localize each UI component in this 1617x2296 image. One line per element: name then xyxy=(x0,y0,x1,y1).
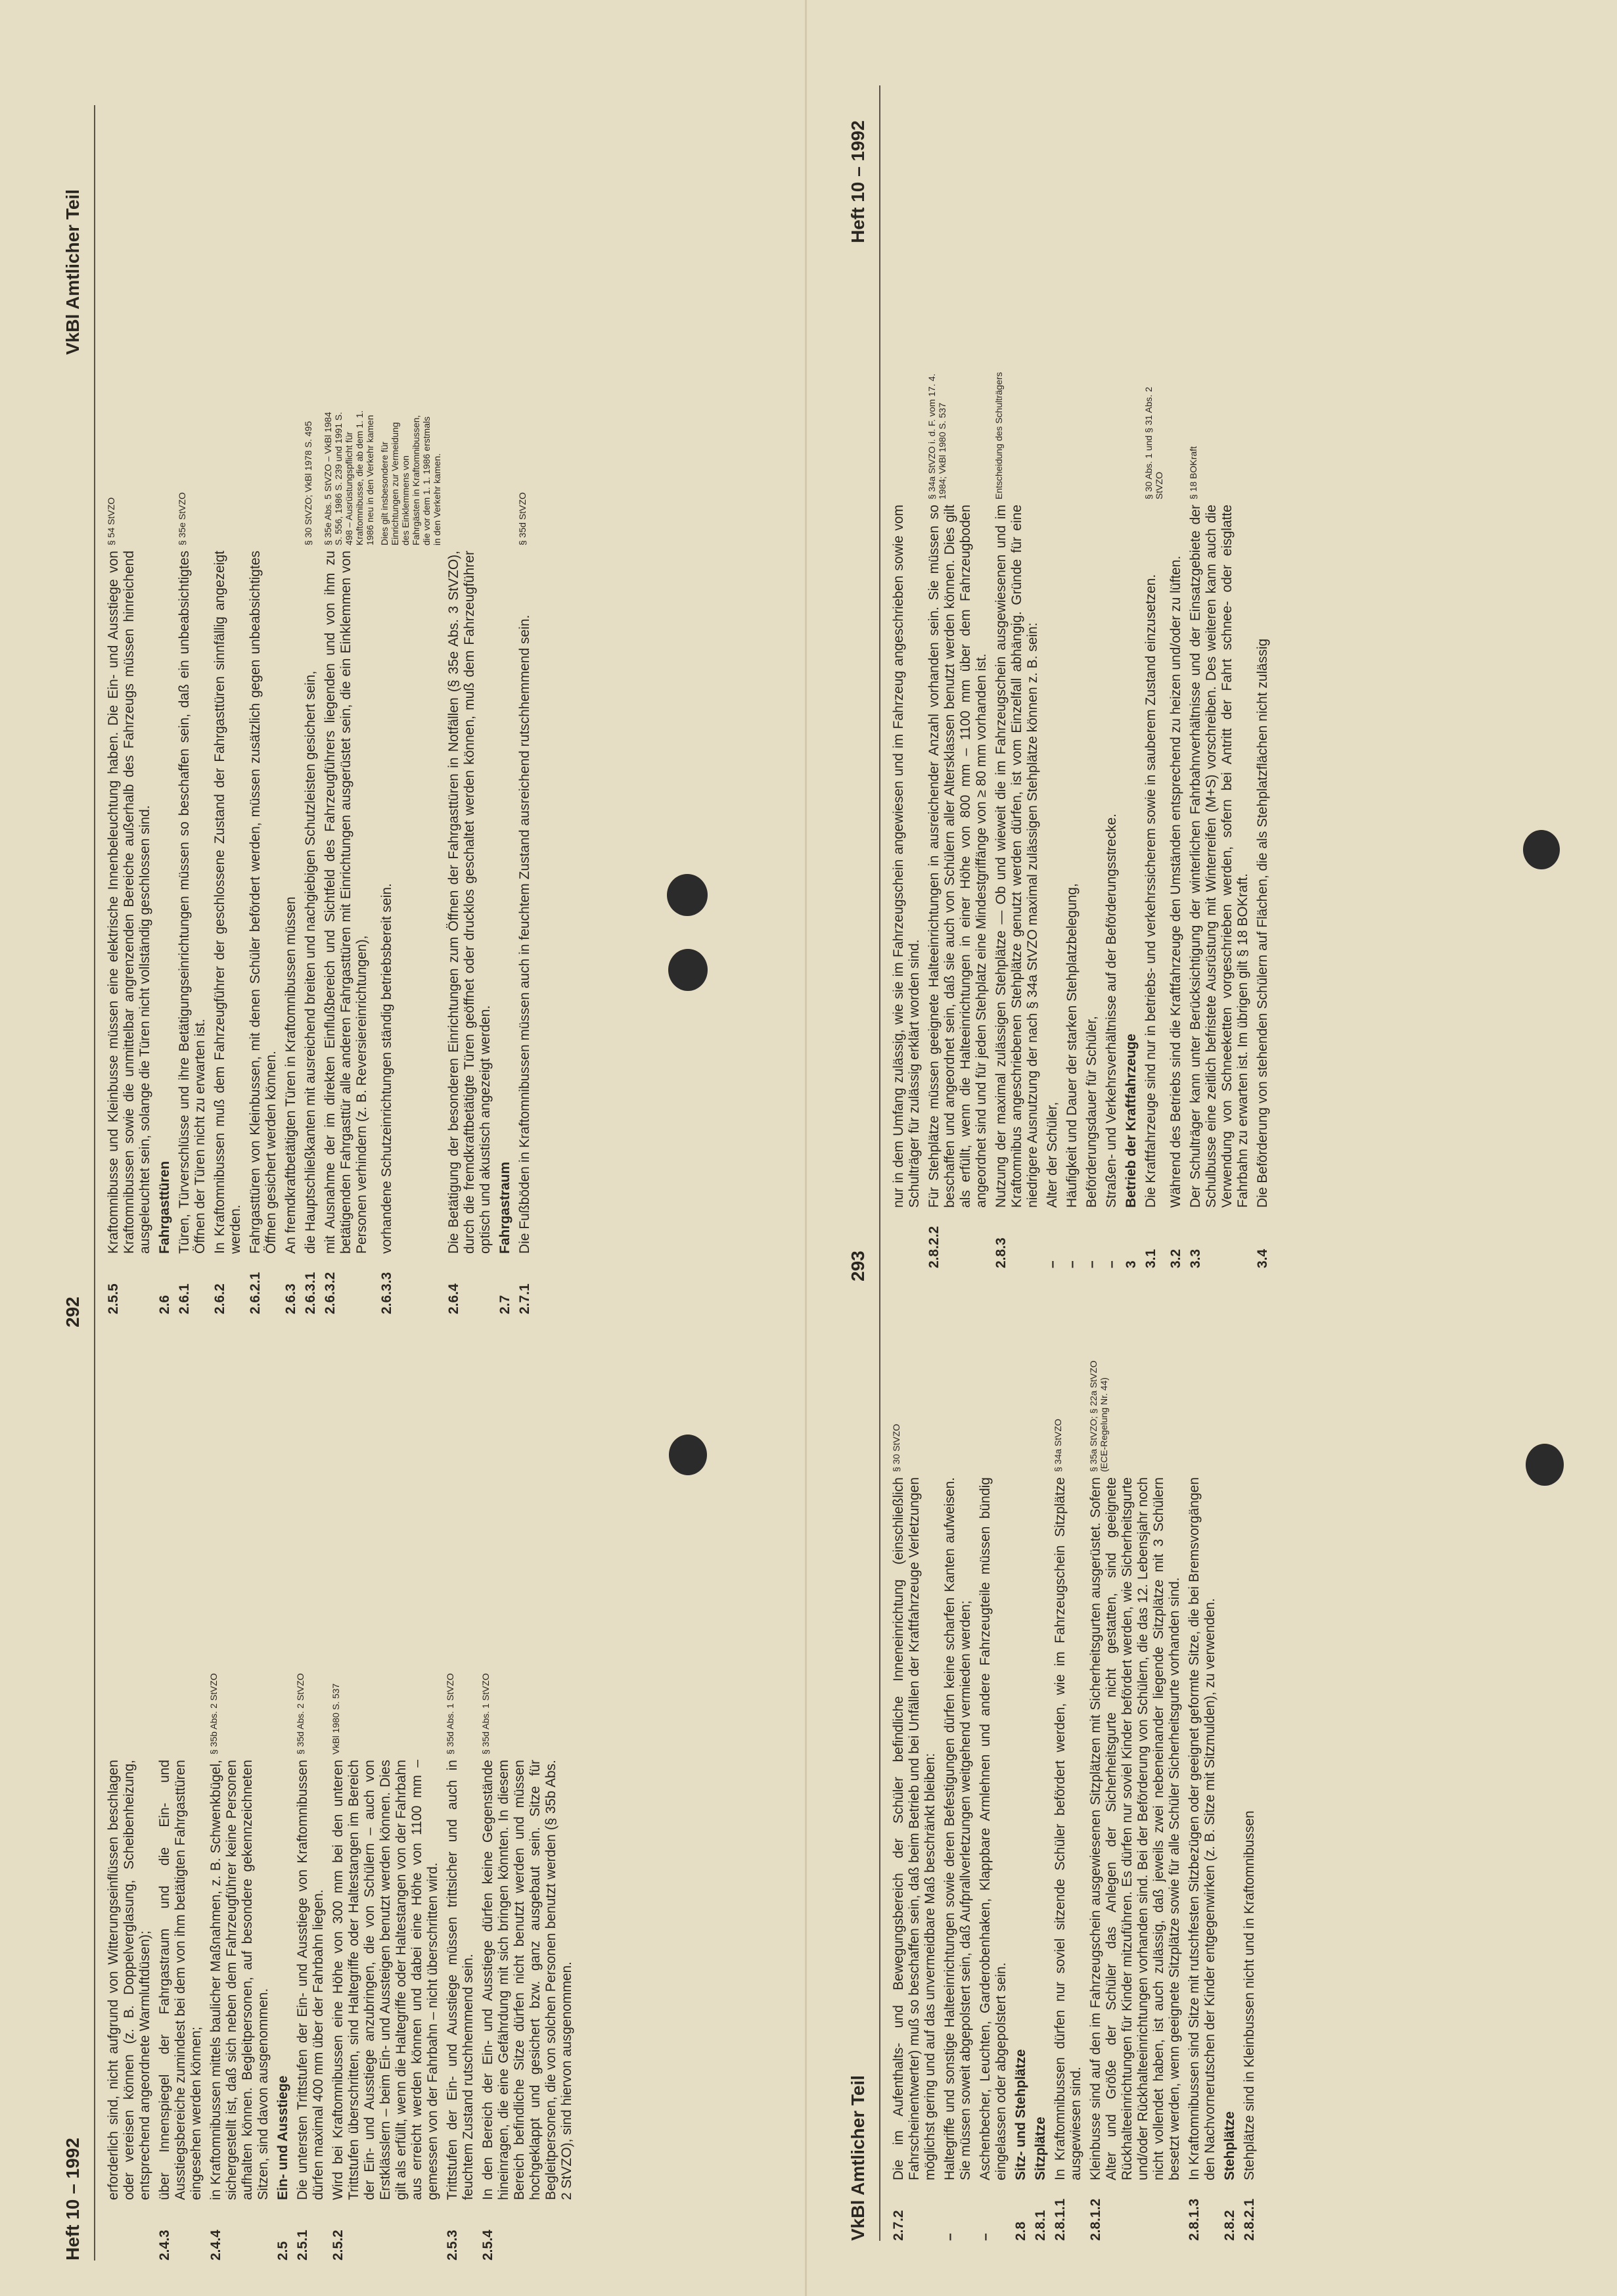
section-heading: Betrieb der Kraftfahrzeuge xyxy=(1124,1034,1139,1208)
margin-reference: Entscheidung des Schulträgers xyxy=(993,372,1004,499)
margin-reference: § 35d Abs. 2 StVZO xyxy=(295,1673,306,1755)
paragraph-text: Nutzung der maximal zulässigen Stehplätze — Ob und wieweit die im Fahrzeugschein ausgewiesenen und im Kraftomnibus angeschriebenen Stehplätze genutzt werden dürfen, ist vom Einzelfall abhängig. Gründe für eine niedrigere Ausnutzung der nach § 34a StVZO maximal zulässigen Stehplätze können z. B. sein: xyxy=(993,505,1040,1208)
paragraph-number: 2.8.1.2 xyxy=(1088,2198,1103,2241)
paragraph-text: über Innenspiegel der Fahrgastraum und die Ein- und Ausstiegsbereiche zumindest bei dem von ihm betätigten Fahrgasttüren eingesehen werden können; xyxy=(157,1760,204,2200)
margin-reference xyxy=(1222,1334,1238,1477)
margin-reference xyxy=(1124,361,1139,505)
margin-reference xyxy=(446,407,493,551)
paragraph-text: Die Beförderung von stehenden Schülern auf Flächen, die als Stehplatzflächen nicht zulässig xyxy=(1255,638,1270,1208)
paragraph-number: 2.7.1 xyxy=(517,1283,532,1314)
margin-reference: § 35d Abs. 1 StVZO xyxy=(445,1673,455,1755)
paragraph xyxy=(1084,361,1100,1268)
paragraph-text: nur in dem Umfang zulässig, wie sie im Fahrzeugschein angewiesen und im Fahrzeug angeschrieben sowie vom Schulträger für zulässig erklärt worden sind. xyxy=(891,505,922,1208)
margin-reference xyxy=(106,1617,153,1760)
margin-reference: § 34a StVZO xyxy=(1053,1419,1063,1472)
paragraph xyxy=(891,361,922,1268)
paragraph-number: – xyxy=(942,2233,957,2241)
paragraph xyxy=(106,1617,153,2261)
paragraph xyxy=(1053,1334,1084,2241)
punch-hole xyxy=(667,874,708,916)
paragraph xyxy=(480,1617,575,2261)
paragraph xyxy=(1088,1334,1183,2241)
paragraph-text: Der Schulträger kann unter Berücksichtigung der winterlichen Fahrbahnverhältnisse und der Einsatzgebiete der Schulbusse eine zeitlich befristete Ausrüstung mit Winterreifen (M+S) vorschreiben. Des weiteren kann auch die Verwendung von Schneeketten vorgeschrieben werden, sofern bei Antritt der Fahrt schnee- oder eisglatte Fahrbahn zu erwarten ist. Im übrigen gilt § 18 BOKraft. xyxy=(1188,505,1250,1208)
paragraph-number: – xyxy=(1084,1260,1099,1268)
margin-reference xyxy=(1242,1334,1258,1477)
paragraph-number: 2.6.1 xyxy=(177,1283,192,1314)
paragraph xyxy=(379,407,442,1314)
paragraph-text: Fahrgasttüren von Kleinbussen, mit denen Schüler befördert werden, müssen zusätzlich gegen unbeabsichtigtes Öffnen gesichert werden können. xyxy=(248,551,279,1254)
paragraph-number: 3.3 xyxy=(1188,1249,1203,1268)
paragraph-number: 2.4.4 xyxy=(208,2230,223,2261)
paragraph xyxy=(212,407,244,1314)
paragraph xyxy=(1222,1334,1238,2241)
paragraph xyxy=(248,407,279,1314)
paragraph-number: 2.8.3 xyxy=(993,1237,1009,1268)
paragraph-text: In Kraftomnibussen muß dem Fahrzeugführer der geschlossene Zustand der Fahrgasttüren sinnfällig angezeigt werden. xyxy=(212,551,243,1254)
paragraph xyxy=(1255,361,1271,1268)
paragraph xyxy=(1143,361,1164,1268)
paragraph-number: 3.1 xyxy=(1143,1249,1158,1268)
paragraph-text: mit Ausnahme der im direkten Einflußbereich und Sichtfeld des Fahrzeugführers liegenden und von ihm zu betätigenden Fahrgasttür alle anderen Fahrgasttüren mit Einrichtungen ausgerüstet sein, die ein Einklemmen von Personen verhindern (z. B. Reversiereinrichtungen), xyxy=(323,551,369,1254)
paragraph xyxy=(1013,1334,1029,2241)
paragraph xyxy=(993,361,1041,1268)
paragraph-number: 2.5.1 xyxy=(295,2230,310,2261)
paragraph xyxy=(208,1617,271,2261)
paragraph-text: Wird bei Kraftomnibussen eine Höhe von 300 mm bei den unteren Trittstufen überschritten, sind Haltegriffe oder Haltestangen im Bereich der Ein- und Ausstiege anzubringen, die von Schülern – auch von Erstklässlern – beim Ein- und Aussteigen benutzt werden können. Dies gilt als erfüllt, wenn die Haltegriffe oder Haltestangen von der Fahrbahn aus erreicht werden können und dabei eine Höhe von 1100 mm – gemessen von der Fahrbahn – nicht überschritten wird. xyxy=(330,1760,440,2200)
paragraph-number: 2.8.2.2 xyxy=(926,1226,942,1268)
margin-reference xyxy=(1013,1334,1029,1477)
paragraph xyxy=(1187,1334,1218,2241)
header-rule xyxy=(94,105,95,2261)
paragraph xyxy=(446,407,493,1314)
section-heading: Sitzplätze xyxy=(1033,2117,1048,2180)
margin-reference: § 35e Abs. 5 StVZO – VkBl 1984 S. 556, 1986 S. 239 und 1991 S. 498 – Ausrüstungspflicht für Kraftomnibusse, die ab dem 1. 1. 1986 neu in den Verkehr kamen xyxy=(323,410,375,545)
paragraph-number: 2.8.1 xyxy=(1033,2210,1048,2241)
paragraph-number: 2.8.2 xyxy=(1222,2210,1237,2241)
paragraph-number: 2.5.3 xyxy=(445,2230,460,2261)
journal-title: VkBl Amtlicher Teil xyxy=(62,189,83,355)
paragraph xyxy=(445,1617,476,2261)
margin-reference xyxy=(248,407,279,551)
margin-reference: § 35e StVZO xyxy=(177,492,187,545)
paragraph xyxy=(106,407,153,1314)
margin-reference: § 35d Abs. 1 StVZO xyxy=(480,1673,491,1755)
column-2 xyxy=(891,361,1275,1268)
paragraph xyxy=(1168,361,1184,1268)
margin-reference xyxy=(1033,1334,1049,1477)
margin-reference: Dies gilt insbesondere für Einrichtungen zur Vermeidung des Einklemmens von Fahrgästen in Kraftomnibussen, die vor dem 1. 1. 1986 erstmals in den Verkehr kamen. xyxy=(379,415,442,545)
paragraph-text: Kraftomnibusse und Kleinbusse müssen eine elektrische Innenbeleuchtung haben. Die Ein- und Ausstiege von Kraftomnibussen sowie die unmittelbar angrenzenden Bereiche außerhalb des Fahrzeugs müssen hinreichend ausgeleuchtet sein, solange die Türen nicht vollständig geschlossen sind. xyxy=(106,551,152,1254)
paragraph-text: In den Bereich der Ein- und Ausstiege dürfen keine Gegenstände hineinragen, die eine Gefährdung mit sich bringen könnten. In diesem Bereich befindliche Sitze dürfen nicht benutzt werden und müssen hochgeklappt und gesichert bzw. ganz ausgebaut sein. Sitze für Begleitpersonen, die von solchen Personen benutzt werden (§ 35b Abs. 2 StVZO), sind hiervon ausgenommen. xyxy=(480,1760,574,2200)
journal-title: VkBl Amtlicher Teil xyxy=(848,2075,868,2241)
paragraph-number: 3.4 xyxy=(1255,1249,1270,1268)
paragraph-number: 2.5 xyxy=(275,2241,290,2261)
paragraph-text: Die untersten Trittstufen der Ein- und Ausstiege von Kraftomnibussen dürfen maximal 400 mm über der Fahrbahn liegen. xyxy=(295,1760,326,2200)
paragraph-text: In Kraftomnibussen dürfen nur soviel sitzende Schüler befördert werden, wie im Fahrzeugschein Sitzplätze ausgewiesen sind. xyxy=(1053,1477,1083,2180)
paragraph xyxy=(330,1617,441,2261)
paragraph-number: 3 xyxy=(1124,1260,1139,1268)
margin-reference: § 54 StVZO xyxy=(106,497,116,545)
punch-hole xyxy=(668,949,708,991)
paragraph xyxy=(497,407,513,1314)
paragraph-text: Die Kraftfahrzeuge sind nur in betriebs- und verkehrssicherem sowie in sauberem Zustand einzusetzen. xyxy=(1143,574,1158,1208)
paragraph-number: 2.6 xyxy=(157,1295,172,1314)
margin-reference xyxy=(275,1617,291,1760)
section-heading: Fahrgasttüren xyxy=(157,1160,172,1254)
header-right: Heft 10 – 1992 xyxy=(848,120,868,243)
column-2 xyxy=(106,407,537,1314)
paragraph-number: 2.4.3 xyxy=(157,2230,172,2261)
paragraph-text: Haltegriffe und sonstige Halteeinrichtungen sowie deren Befestigungen dürfen keine scharfen Kanten aufweisen. Sie müssen soweit abgepolstert sein, daß Aufprallverletzungen weitgehend vermieden werden; xyxy=(942,1477,973,2180)
margin-reference: § 30 StVZO; VkBl 1978 S. 495 xyxy=(303,421,313,545)
paragraph-number: 2.6.3 xyxy=(283,1283,298,1314)
paragraph-text: Stehplätze sind in Kleinbussen nicht und in Kraftomnibussen xyxy=(1242,1810,1257,2180)
paragraph-text: Türen, Türverschlüsse und ihre Betätigungseinrichtungen müssen so beschaffen sein, daß ein unbeabsichtigtes Öffnen der Türen nicht zu erwarten ist. xyxy=(177,551,208,1254)
section-heading: Sitz- und Stehplätze xyxy=(1013,2049,1028,2180)
margin-reference: VkBl 1980 S. 537 xyxy=(330,1683,341,1755)
paragraph-text: Für Stehplätze müssen geeignete Halteeinrichtungen in ausreichender Anzahl vorhanden sein. Sie müssen so beschaffen und angeordnet sein, daß sie auch von Schülern aller Altersklassen benutzt werden können. Dies gilt als erfüllt, wenn die Halteeinrichtungen in einer Höhe von 800 mm – 1100 mm über dem Fahrzeugboden angeordnet sind und für jeden Stehplatz eine Mindestgriffänge von ≥ 80 mm vorhanden ist. xyxy=(926,505,989,1208)
margin-reference xyxy=(157,1617,204,1760)
margin-reference: § 35a StVZO; § 22a StVZO (ECE-Regelung Nr. 44) xyxy=(1088,1360,1109,1472)
section-heading: Ein- und Ausstiege xyxy=(275,2075,290,2200)
paragraph-number: 2.5.4 xyxy=(480,2230,495,2261)
paragraph-number: 3.2 xyxy=(1168,1249,1183,1268)
header-rule xyxy=(879,85,880,2241)
margin-reference xyxy=(497,407,513,551)
paragraph xyxy=(891,1334,938,2241)
paragraph xyxy=(157,1617,204,2261)
paragraph-text: Beförderungsdauer für Schüler, xyxy=(1084,1016,1099,1208)
paragraph-text: Die im Aufenthalts- und Bewegungsbereich der Schüler befindliche Inneneinrichtung (einschließlich Fahrscheinentwerter) muß so beschaffen sein, daß beim Betrieb und bei Unfällen der Kraftfahrzeuge Verletzungen möglichst gering und auf das unvermeidbare Maß beschränkt bleiben: xyxy=(891,1477,938,2180)
paragraph xyxy=(275,1617,291,2261)
margin-reference xyxy=(1045,361,1060,505)
paragraph-number: 2.8.2.1 xyxy=(1242,2198,1257,2241)
paragraph-number: 2.8.1.3 xyxy=(1187,2198,1202,2241)
paragraph-text: In Kraftomnibussen sind Sitze mit rutschfesten Sitzbezügen oder geeignet geformte Sitze, die bei Bremsvorgängen den Nachvornerutschen der Kinder entgegenwirken (z. B. Sitze mit Sitzmulden), zu verwenden. xyxy=(1187,1477,1218,2180)
paragraph xyxy=(157,407,173,1314)
paragraph-number: 2.8 xyxy=(1013,2221,1028,2241)
paragraph-text: erforderlich sind, nicht aufgrund von Witterungseinflüssen beschlagen oder vereisen können (z. B. Doppelverglasung, Scheibenheizung, entsprechend angeordnete Warmluftdüsen); xyxy=(106,1760,152,2200)
margin-reference xyxy=(157,407,173,551)
paragraph xyxy=(323,407,375,1314)
paragraph-number: – xyxy=(1104,1260,1119,1268)
paragraph-text: An fremdkraftbetätigten Türen in Kraftomnibussen müssen xyxy=(283,896,298,1254)
section-heading: Stehplätze xyxy=(1222,2111,1237,2180)
paragraph-text: Die Fußböden in Kraftomnibussen müssen auch in feuchtem Zustand ausreichend rutschhemmend sein. xyxy=(517,614,532,1254)
paragraph-number: 2.7 xyxy=(497,1295,512,1314)
paragraph-text: Straßen- und Verkehrsverhältnisse auf der Beförderungsstrecke. xyxy=(1104,814,1119,1208)
paragraph xyxy=(283,407,299,1314)
paragraph-number: 2.6.2.1 xyxy=(248,1272,263,1314)
paragraph xyxy=(517,407,533,1314)
punch-hole xyxy=(1526,1444,1564,1486)
paragraph-number: 2.6.3.2 xyxy=(323,1272,338,1314)
margin-reference: § 30 StVZO xyxy=(891,1423,901,1472)
margin-reference xyxy=(1168,361,1184,505)
paragraph-text: Trittstufen der Ein- und Ausstiege müssen trittsicher und auch in feuchtem Zustand rutschhemmend sein. xyxy=(445,1760,476,2200)
paragraph xyxy=(1064,361,1080,1268)
paragraph-text: Häufigkeit und Dauer der starken Stehplatzbelegung, xyxy=(1064,883,1080,1208)
margin-reference: § 18 BOKraft xyxy=(1188,446,1198,499)
paragraph-number: – xyxy=(978,2233,993,2241)
paragraph xyxy=(1045,361,1060,1268)
margin-reference xyxy=(1084,361,1100,505)
column-1 xyxy=(891,1334,1262,2241)
column-1 xyxy=(106,1617,579,2261)
margin-reference xyxy=(1104,361,1120,505)
paragraph-number: 2.8.1.1 xyxy=(1053,2198,1068,2241)
paragraph-text: Die Betätigung der besonderen Einrichtungen zum Öffnen der Fahrgasttüren in Notfällen (§ 35e Abs. 3 StVZO), durch die fremdkraftbetätigte Türen geöffnet oder drucklos geschaltet werden können, muß dem Fahrzeugführer optisch und akustisch angezeigt werden. xyxy=(446,551,493,1254)
margin-reference xyxy=(1187,1334,1218,1477)
paragraph-number: 2.6.2 xyxy=(212,1283,227,1314)
paragraph xyxy=(1104,361,1120,1268)
margin-reference xyxy=(1255,361,1271,505)
paragraph-number: 2.5.5 xyxy=(106,1283,121,1314)
margin-reference xyxy=(1064,361,1080,505)
paragraph xyxy=(926,361,990,1268)
paragraph-text: Aschenbecher, Leuchten, Garderobenhaken, Klappbare Armlehnen und andere Fahrzeugteile müssen bündig eingelassen oder abgepolstert sein. xyxy=(978,1477,1009,2180)
paragraph xyxy=(978,1334,1009,2241)
margin-reference xyxy=(212,407,244,551)
page-number: 293 xyxy=(848,1251,868,1281)
paragraph-text: vorhandene Schutzeinrichtungen ständig betriebsbereit sein. xyxy=(379,883,394,1254)
margin-reference: § 35b Abs. 2 StVZO xyxy=(208,1673,219,1755)
paragraph-number: 2.5.2 xyxy=(330,2230,346,2261)
paragraph xyxy=(942,1334,974,2241)
margin-reference xyxy=(942,1334,974,1477)
margin-reference xyxy=(283,407,299,551)
punch-hole xyxy=(1523,830,1560,869)
paragraph-number: – xyxy=(1045,1260,1060,1268)
paragraph xyxy=(177,407,208,1314)
paragraph xyxy=(1033,1334,1049,2241)
paragraph-number: – xyxy=(1064,1260,1080,1268)
paragraph xyxy=(295,1617,327,2261)
paragraph xyxy=(1124,361,1139,1268)
margin-reference xyxy=(978,1334,1009,1477)
paragraph xyxy=(303,407,319,1314)
paragraph-text: die Hauptschließkanten mit ausreichend breiten und nachgiebigen Schutzleisten gesichert sein, xyxy=(303,670,318,1254)
section-heading: Fahrgastraum xyxy=(497,1161,512,1254)
paragraph-number: 2.6.4 xyxy=(446,1283,461,1314)
paragraph-number: 2.6.3.3 xyxy=(379,1272,394,1314)
paragraph-text: Kleinbusse sind auf den im Fahrzeugschein ausgewiesenen Sitzplätzen mit Sicherheitsgurten ausgerüstet. Sofern Alter und Größe der Schüler das Anlegen der Sicherheitsgurte nicht gestatten, sind geeignete Rückhalteeinrichtungen für Kinder mitzuführen. Es dürfen nur soviel Kinder befördert werden, wie Sicherheitsgurte und/oder Rückhalteeinrichtungen vorhanden sind. Bei der Beförderung von Schülern, die das 12. Lebensjahr noch nicht vollendet haben, ist auch zulässig, daß jeweils zwei nebeneinander liegende Sitzplätze mit 3 Schülern besetzt werden, wenn geeignete Sitzplätze sowie für alle Schüler Sicherheitsgurte vorhanden sind. xyxy=(1088,1477,1182,2180)
paragraph-text: Alter der Schüler, xyxy=(1045,1101,1060,1208)
margin-reference xyxy=(891,361,922,505)
paragraph-number xyxy=(106,2200,153,2261)
margin-reference: § 30 Abs. 1 und § 31 Abs. 2 StVZO xyxy=(1143,386,1164,499)
margin-reference: § 34a StVZO i. d. F. vom 17. 4. 1984; VkBl 1980 S. 537 xyxy=(926,373,947,499)
punch-hole xyxy=(669,1435,707,1475)
paragraph xyxy=(1188,361,1251,1268)
paragraph-number: 2.7.2 xyxy=(891,2210,906,2241)
page-fold xyxy=(805,0,807,2296)
paragraph-number: 2.6.3.1 xyxy=(303,1272,318,1314)
paragraph-text: Während des Betriebs sind die Kraftfahrzeuge den Umständen entsprechend zu heizen und/oder zu lüften. xyxy=(1168,555,1183,1208)
page-number: 292 xyxy=(62,1297,83,1327)
paragraph-text: in Kraftomnibussen mittels baulicher Maßnahmen, z. B. Schwenkbügel, sichergestellt ist, daß sich neben dem Fahrzeugführer keine Personen aufhalten können. Begleitpersonen, auf besondere gekennzeichneten Sitzen, sind davon ausgenommen. xyxy=(208,1760,271,2200)
margin-reference: § 35d StVZO xyxy=(517,492,528,545)
paragraph-number xyxy=(891,1208,922,1268)
paragraph xyxy=(1242,1334,1258,2241)
header-left: Heft 10 – 1992 xyxy=(62,2138,83,2261)
